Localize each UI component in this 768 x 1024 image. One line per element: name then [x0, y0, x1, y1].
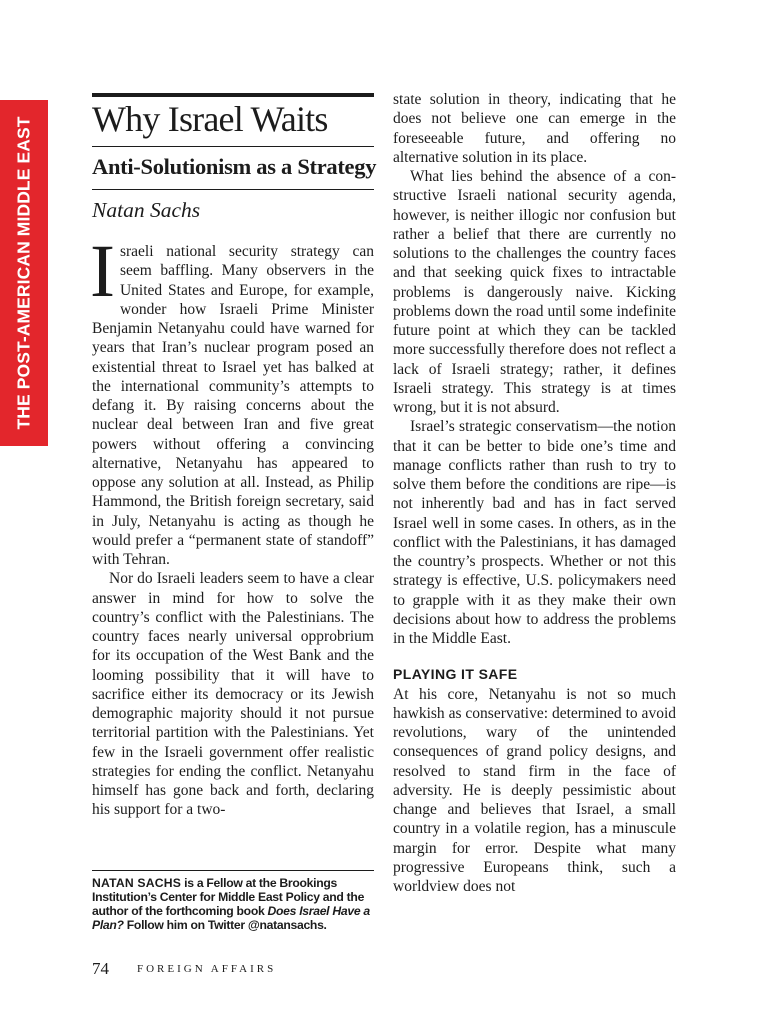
- right-column: [393, 90, 676, 896]
- article-title: Why Israel Waits: [92, 99, 328, 139]
- body-paragraph: What lies behind the absence of a constructive Israeli national security agenda, however, is neither illogic nor confusion but rather a belief that there are currently no solutions to the challenges the country faces and that seeking quick fixes to intractable problems is dangerously naive. Kicking problems down the road until some indefinite future point at which they can be tackled more successfully therefore does not reflect a lack of Israeli strategy; rather, it defines Israeli strategy. This strategy is at times wrong, but it is not absurd.: [393, 168, 676, 416]
- opening-paragraph: [90, 230, 374, 569]
- article-author: Natan Sachs: [92, 198, 201, 222]
- page-number: 74: [92, 959, 109, 978]
- section-heading: PLAYING IT SAFE: [393, 666, 518, 683]
- drop-cap: I: [90, 230, 115, 313]
- title-divider: [92, 146, 374, 147]
- continued-paragraph: state solution in theory, indicating that he does not believe one can emerge in the foreseeable future, and offering no alternative solution in its place.: [393, 91, 676, 166]
- bio-twitter-text: Follow him on Twitter @natansachs.: [123, 918, 327, 932]
- bio-author-name: NATAN SACHS: [92, 876, 182, 890]
- author-bio: [92, 876, 380, 932]
- subtitle-divider: [92, 189, 374, 190]
- body-paragraph: Nor do Israeli leaders seem to have a clear answer in mind for how to solve the country’s conflict with the Palestinians. The country faces nearly universal opprobrium for its occupation of the West Bank and the looming possibility that it will have to sacrifice either its democracy or its Jewish demographic majority should it not pursue territorial partition with the Palestinians. Yet few in the Israeli government offer realistic strategies for ending the conflict. Netanyahu himself has gone back and forth, declaring his support for a two-: [92, 570, 374, 819]
- section-tab: [0, 100, 48, 446]
- journal-name: FOREIGN AFFAIRS: [137, 963, 277, 975]
- bio-text: is a Fellow at the Brookings Institution’s Center for Middle East Policy and the author of the forthcoming book: [92, 876, 365, 918]
- section-paragraph: At his core, Netanyahu is not so much hawkish as conservative: determined to avoid revolutions, wary of the unintended consequences of grand policy designs, and resolved to stand firm in the face of adversity. He is deeply pessimistic about change and believes that Israel, a small country in a volatile region, has a minuscule margin for error. Despite what many progressive Europeans think, such a worldview does not: [393, 685, 676, 895]
- body-paragraph: Israel’s strategic conservatism—the notion that it can be better to bide one’s time and manage conflicts rather than rush to try to solve them before the conditions are ripe—is not inherently bad and has in fact served Israel well in some cases. In others, as in the conflict with the Palestinians, it has damaged the country’s prospects. Whether or not this strategy is effective, U.S. policymakers need to grapple with it as they make their own decisions about how to address the problems in the Middle East.: [393, 418, 676, 647]
- bio-book-title: Does Israel Have a Plan?: [92, 904, 370, 932]
- section-tab-label: THE POST-AMERICAN MIDDLE EAST: [13, 116, 34, 430]
- left-column: [90, 230, 374, 820]
- article-subtitle: Anti-Solutionism as a Strategy: [92, 154, 377, 179]
- bio-divider: [92, 870, 374, 871]
- opening-paragraph-text: sraeli national security strategy can seem baffling. Many observers in the United States and Europe, for example, wonder how Israeli Prime Minister Benjamin Netanyahu could have warned for years that Iran’s nuclear program posed an existential threat to Israel yet has balked at the international community’s attempts to defang it. By raising concerns about the nuclear deal between Iran and five great powers without offering a convincing alternative, Netanyahu has appeared to oppose any solution at all. Instead, as Philip Hammond, the British foreign secretary, said in July, Netanyahu is acting as though he would prefer a “permanent state of standoff” with Tehran.: [92, 243, 374, 568]
